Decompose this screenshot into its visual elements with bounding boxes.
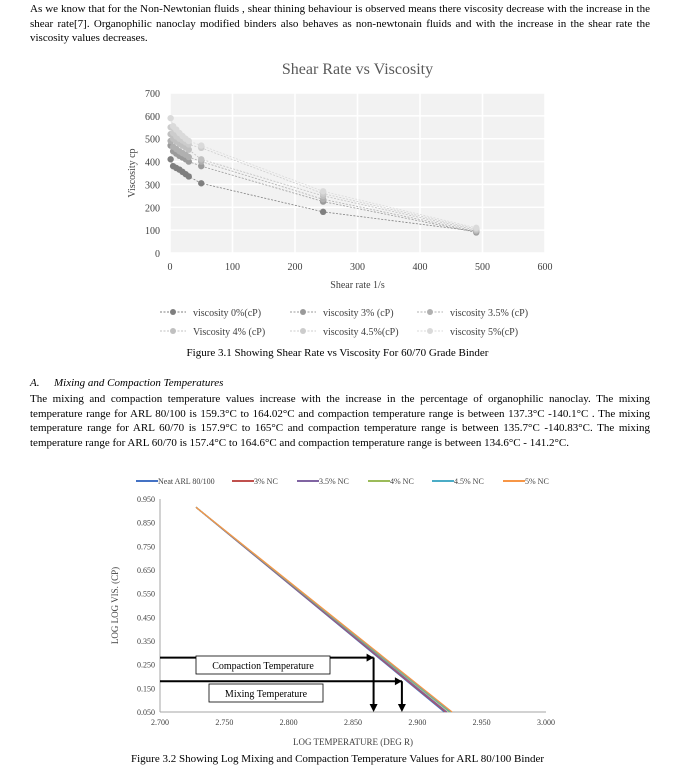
data-point [167,156,173,162]
annotation-arrowhead [398,704,406,712]
data-point [167,115,173,121]
annotation-arrowhead [367,654,374,662]
y-tick-label: 0.850 [137,518,155,528]
data-point [198,180,204,186]
x-tick-label: 300 [350,262,365,273]
y-tick-label: 0.550 [137,589,155,599]
x-tick-label: 2.950 [472,718,491,727]
figure-3-2-caption: Figure 3.2 Showing Log Mixing and Compaction Temperature Values for ARL 80/100 Binder [130,753,544,765]
figure-3-1-caption: Figure 3.1 Showing Shear Rate vs Viscosity For 60/70 Grade Binder [186,347,489,359]
y-tick-label: 300 [145,180,160,192]
data-point [320,209,326,215]
x-axis-label: LOG TEMPERATURE (DEG R) [292,737,414,747]
x-tick-label: 2.700 [151,718,169,727]
legend-label: 4% NC [390,477,414,486]
y-tick-label: 600 [145,111,160,123]
log-temperature-chart [0,468,675,752]
legend-marker [427,309,433,315]
y-tick-label: 200 [145,203,160,215]
chart-title: Shear Rate vs Viscosity [281,61,434,78]
y-tick-label: 700 [145,89,160,100]
x-tick-label: 0 [167,262,173,273]
annotation-arrowhead [370,704,378,712]
legend-label: viscosity 3.5% (cP) [450,308,529,319]
legend-label: viscosity 3% (cP) [323,308,394,319]
shear-viscosity-chart [0,50,675,345]
data-point [186,173,192,179]
legend-marker [300,309,306,315]
data-point [186,138,192,144]
y-tick-label: 0.350 [137,637,155,646]
y-tick-label: 0 [155,249,160,260]
legend-label: Neat ARL 80/100 [158,477,215,486]
y-tick-label: 400 [145,157,160,169]
legend-label: viscosity 4.5%(cP) [323,327,399,338]
y-tick-label: 0.450 [137,613,155,623]
y-axis-label: Viscosity cp [127,148,138,198]
y-tick-label: 0.950 [137,495,155,504]
x-tick-label: 200 [287,262,303,273]
x-tick-label: 2.900 [408,718,427,727]
annotation-label: Mixing Temperature [224,689,308,700]
legend-label: 3.5% NC [319,477,349,486]
y-tick-label: 0.250 [137,660,155,670]
mixing-paragraph: The mixing and compaction temperature values increase with the increase in the percentage of organophilic nanoclay. The mixing temperature range for ARL 80/100 is 159.3°C to 164.02°C and compaction temperature range is between 137.3°C -140.1°C . The mixing temperature range for ARL 60/70 is 157.9°C to 165°C and compaction temperature range is between 135.7°C -140.83°C. The mixing temperature range for ARL 60/70 is 157.4°C to 164.6°C and compaction temperature range is between 134.6°C - 141.2°C. [30,393,650,449]
section-heading [30,377,223,389]
data-point [198,142,204,148]
y-axis-label: LOG LOG VIS. (CP) [110,566,120,645]
y-tick-label: 0.750 [137,542,155,552]
y-tick-label: 0.050 [137,708,155,717]
annotation-arrowhead [395,677,402,685]
intro-paragraph: As we know that for the Non-Newtonian fluids , shear thining behaviour is observed means there viscosity decrease with the increase in the shear rate[7]. Organophilic nanoclay modified binders also behaves as non-newtonain fluids and with the increase in the shear rate the viscosity values decreases. [30,3,650,45]
section-number: A. [30,377,40,389]
legend-label: 4.5% NC [454,477,484,486]
y-tick-label: 500 [145,134,160,146]
x-tick-label: 2.850 [344,718,362,727]
x-tick-label: 600 [537,262,553,273]
x-axis-label: Shear rate 1/s [330,280,385,291]
data-point [198,156,204,162]
section-title: Mixing and Compaction Temperatures [54,377,224,389]
legend-marker [170,309,176,315]
legend-marker [427,328,433,334]
y-tick-label: 0.650 [137,566,155,575]
y-tick-label: 100 [145,226,160,238]
data-point [473,225,479,231]
legend-marker [300,328,306,334]
legend-label: viscosity 5%(cP) [450,327,519,338]
x-tick-label: 2.750 [215,718,234,727]
data-point [320,188,326,194]
x-tick-label: 500 [475,262,490,273]
legend-label: viscosity 0%(cP) [193,308,262,319]
legend-label: Viscosity 4% (cP) [193,327,266,338]
legend-label: 3% NC [254,477,278,486]
data-point [186,154,192,160]
x-tick-label: 2.800 [279,718,298,727]
legend-label: 5% NC [525,477,549,486]
annotation-label: Compaction Temperature [212,661,314,672]
x-tick-label: 100 [225,262,240,273]
x-tick-label: 400 [412,262,428,273]
y-tick-label: 0.150 [137,684,155,694]
legend-marker [170,328,176,334]
x-tick-label: 3.000 [537,718,555,727]
